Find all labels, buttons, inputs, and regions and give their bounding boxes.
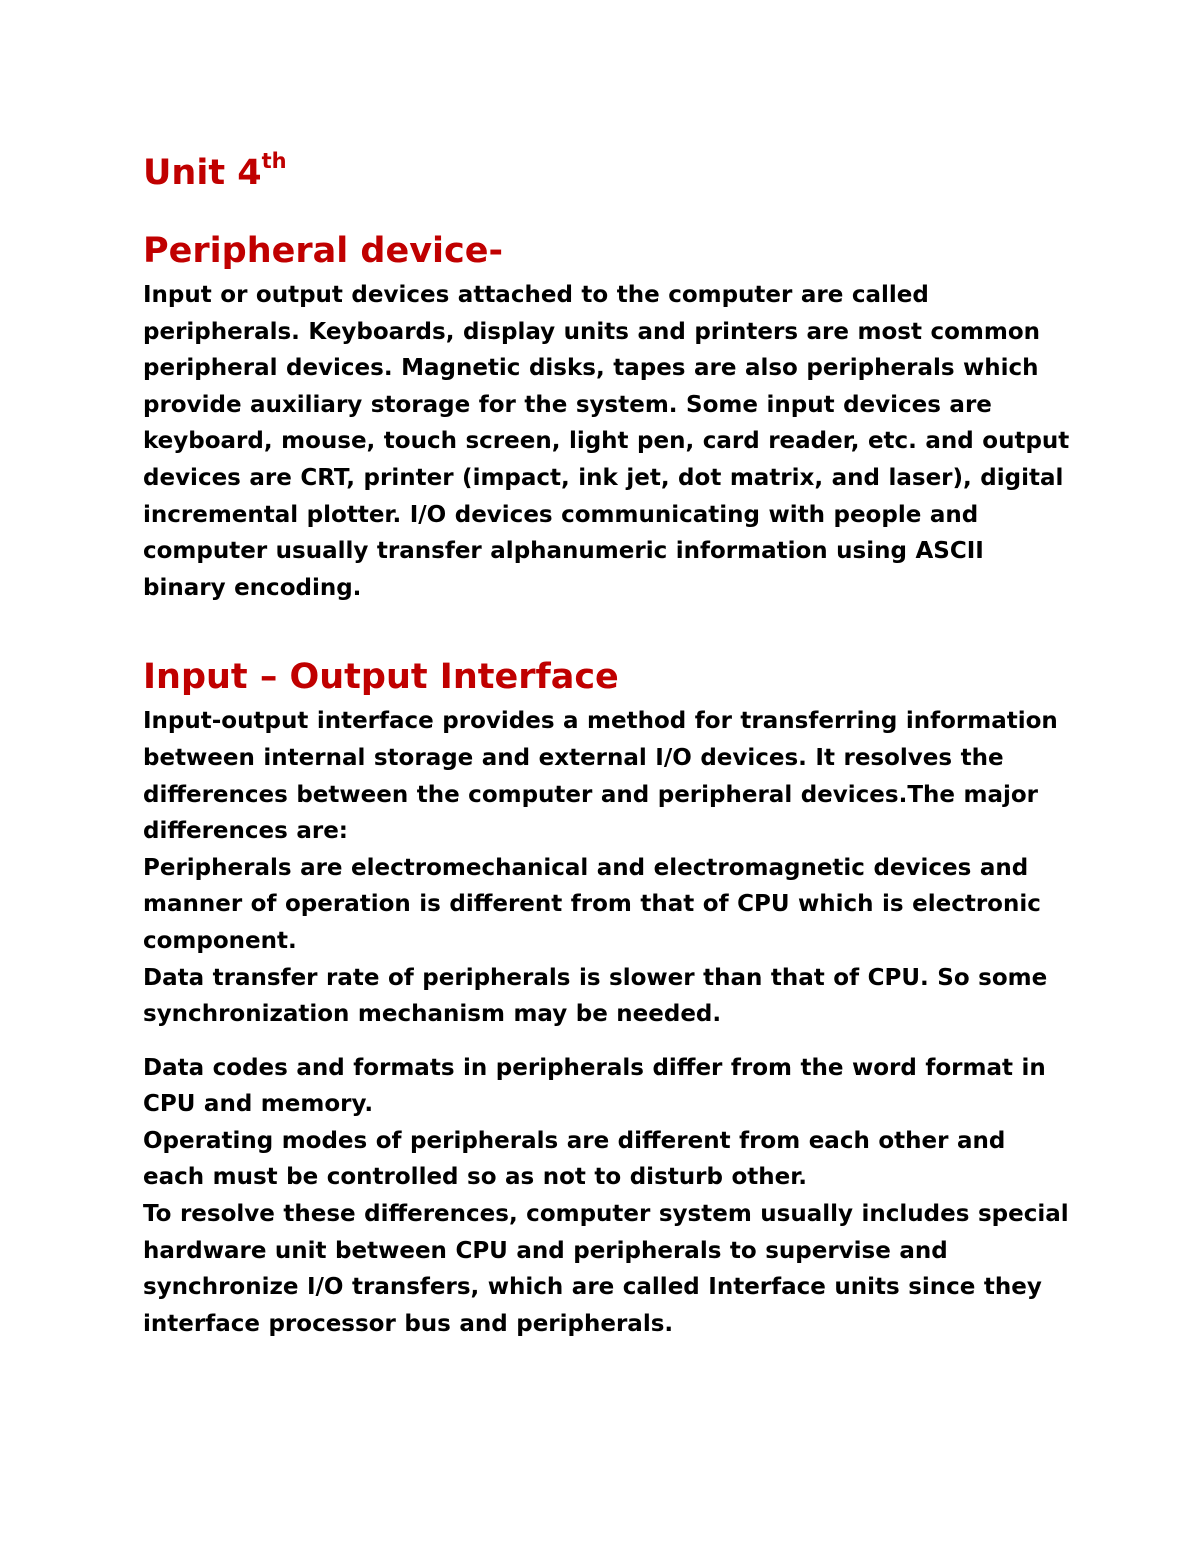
unit-title-superscript: th <box>261 149 287 173</box>
paragraph-difference-data-codes: Data codes and formats in peripherals differ from the word format in CPU and memory. <box>143 1054 1046 1118</box>
paragraph-difference-electromechanical: Peripherals are electromechanical and electromagnetic devices and manner of operation is different from that of CPU which is electronic component. <box>143 854 1041 954</box>
unit-title-text: Unit 4 <box>143 153 262 193</box>
paragraph-interface-units: To resolve these differences, computer system usually includes special hardware unit between CPU and peripherals to supervise and synchronize I/O transfers, which are called Interface units since they interface processor bus and peripherals. <box>143 1201 1069 1337</box>
paragraph-peripheral-definition: Input or output devices attached to the computer are called peripherals. Keyboards, display units and printers are most common peripheral devices. Magnetic disks, tapes are also peripherals which provide auxiliary storage for the system. Some input devices are keyboard, mouse, touch screen, light pen, card reader, etc. and output devices are CRT, printer (impact, ink jet, dot matrix, and laser), digital incremental plotter. I/O devices communicating with people and computer usually transfer alphanumeric information using ASCII binary encoding. <box>143 282 1070 601</box>
paragraph-difference-operating-modes: Operating modes of peripherals are different from each other and each must be controlled so as not to disturb other. <box>143 1127 1006 1191</box>
document-page <box>143 150 1073 1342</box>
heading-input-output-interface: Input – Output Interface <box>143 657 619 698</box>
paragraph-difference-transfer-rate: Data transfer rate of peripherals is slower than that of CPU. So some synchronization mechanism may be needed. <box>143 964 1048 1028</box>
unit-title <box>143 150 1073 196</box>
paragraph-interface-intro: Input-output interface provides a method for transferring information between internal storage and external I/O devices. It resolves the differences between the computer and peripheral devices.The major differences are: <box>143 708 1058 845</box>
heading-peripheral-device: Peripheral device- <box>143 231 504 271</box>
